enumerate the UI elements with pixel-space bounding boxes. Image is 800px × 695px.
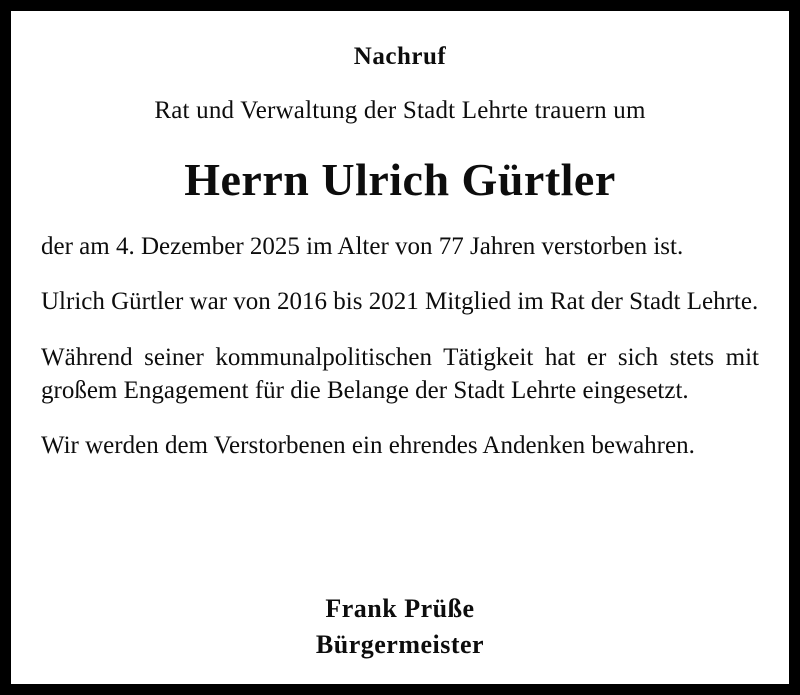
notice-body — [41, 230, 759, 462]
signature-block — [41, 594, 759, 666]
notice-paragraph: Während seiner kommunalpolitischen Tätigkeit hat er sich stets mit großem Engagement für die Belange der Stadt Lehrte eingesetzt. — [41, 343, 759, 404]
notice-paragraph: Ulrich Gürtler war von 2016 bis 2021 Mitglied im Rat der Stadt Lehrte. — [41, 288, 759, 316]
notice-heading: Nachruf — [353, 43, 447, 70]
notice-subheading: Rat und Verwaltung der Stadt Lehrte trauern um — [154, 97, 646, 124]
deceased-name: Herrn Ulrich Gürtler — [184, 154, 616, 205]
signature-role: Bürgermeister — [315, 630, 485, 659]
signature-name: Frank Prüße — [325, 594, 475, 623]
notice-paragraph: Wir werden dem Verstorbenen ein ehrendes Andenken bewahren. — [41, 432, 695, 459]
notice-paragraph: der am 4. Dezember 2025 im Alter von 77 Jahren verstorben ist. — [41, 233, 684, 260]
